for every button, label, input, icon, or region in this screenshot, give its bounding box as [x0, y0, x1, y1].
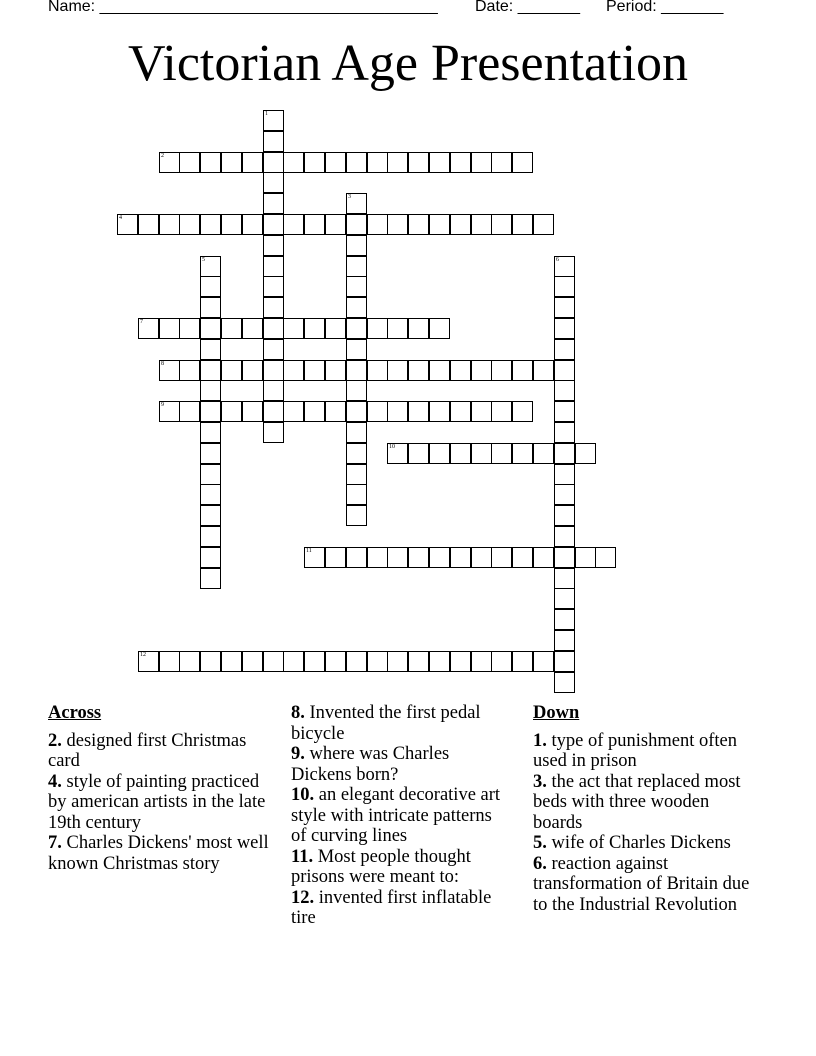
crossword-cell[interactable] [200, 568, 221, 589]
crossword-cell[interactable] [429, 443, 450, 464]
crossword-cell[interactable] [138, 214, 159, 235]
crossword-cell[interactable] [263, 318, 284, 339]
crossword-cell[interactable] [200, 547, 221, 568]
crossword-cell[interactable] [159, 214, 180, 235]
crossword-cell[interactable] [263, 172, 284, 193]
clue-number: 1 [265, 111, 268, 117]
crossword-cell[interactable] [263, 360, 284, 381]
crossword-cell[interactable] [221, 651, 242, 672]
crossword-cell[interactable] [533, 360, 554, 381]
crossword-cell[interactable] [346, 339, 367, 360]
crossword-cell[interactable] [387, 152, 408, 173]
crossword-cell[interactable] [554, 505, 575, 526]
clue-number: 10 [389, 444, 395, 450]
crossword-cell[interactable] [346, 380, 367, 401]
crossword-cell[interactable] [304, 214, 325, 235]
crossword-cell[interactable] [491, 152, 512, 173]
crossword-cell[interactable] [554, 339, 575, 360]
crossword-cell[interactable] [263, 651, 284, 672]
crossword-cell[interactable] [554, 609, 575, 630]
crossword-cell[interactable] [533, 214, 554, 235]
crossword-cell[interactable] [263, 214, 284, 235]
crossword-cell[interactable] [200, 651, 221, 672]
crossword-cell[interactable] [367, 152, 388, 173]
crossword-cell[interactable] [200, 484, 221, 505]
crossword-cell[interactable] [554, 568, 575, 589]
crossword-cell[interactable] [159, 152, 180, 173]
crossword-cell[interactable] [387, 214, 408, 235]
crossword-cell[interactable] [200, 360, 221, 381]
crossword-cell[interactable] [200, 318, 221, 339]
crossword-cell[interactable] [512, 443, 533, 464]
clue-number: 4 [119, 215, 122, 221]
crossword-cell[interactable] [221, 152, 242, 173]
across-clues-column-1 [48, 703, 278, 874]
crossword-cell[interactable] [263, 297, 284, 318]
clue-across-12: 12. invented first inflatable tire [291, 887, 492, 928]
across-heading: Across [48, 703, 102, 723]
clue-down-6: 6. reaction against transformation of Britain due to the Industrial Revolution [533, 853, 750, 915]
crossword-cell[interactable] [533, 443, 554, 464]
crossword-cell[interactable] [367, 360, 388, 381]
crossword-cell[interactable] [242, 152, 263, 173]
clue-down-5: 5. wife of Charles Dickens [533, 833, 731, 853]
crossword-cell[interactable] [283, 360, 304, 381]
crossword-cell[interactable] [283, 214, 304, 235]
crossword-cell[interactable] [554, 318, 575, 339]
crossword-cell[interactable] [346, 276, 367, 297]
crossword-cell[interactable] [179, 214, 200, 235]
crossword-cell[interactable] [408, 401, 429, 422]
crossword-cell[interactable] [554, 401, 575, 422]
crossword-cell[interactable] [200, 422, 221, 443]
crossword-cell[interactable] [221, 401, 242, 422]
crossword-cell[interactable] [533, 547, 554, 568]
crossword-cell[interactable] [179, 318, 200, 339]
crossword-cell[interactable] [471, 214, 492, 235]
crossword-cell[interactable] [554, 588, 575, 609]
crossword-cell[interactable] [491, 360, 512, 381]
crossword-cell[interactable] [346, 256, 367, 277]
crossword-cell[interactable] [575, 443, 596, 464]
page-title: Victorian Age Presentation [127, 35, 689, 92]
clue-down-1: 1. type of punishment often used in prison [533, 730, 737, 771]
crossword-cell[interactable] [512, 152, 533, 173]
crossword-cell[interactable] [263, 152, 284, 173]
crossword-cell[interactable] [429, 547, 450, 568]
crossword-cell[interactable] [200, 505, 221, 526]
crossword-cell[interactable] [554, 526, 575, 547]
crossword-cell[interactable] [200, 526, 221, 547]
crossword-cell[interactable] [263, 422, 284, 443]
crossword-cell[interactable] [554, 672, 575, 693]
crossword-cell[interactable] [179, 651, 200, 672]
crossword-cell[interactable] [554, 422, 575, 443]
crossword-cell[interactable] [325, 214, 346, 235]
crossword-cell[interactable] [429, 401, 450, 422]
clue-number: 3 [348, 194, 351, 200]
crossword-cell[interactable] [242, 214, 263, 235]
clue-across-7: 7. Charles Dickens' most well known Christmas story [48, 833, 269, 874]
crossword-cell[interactable] [408, 547, 429, 568]
clue-down-3: 3. the act that replaced most beds with three wooden boards [533, 771, 741, 833]
crossword-cell[interactable] [595, 547, 616, 568]
clue-across-9: 9. where was Charles Dickens born? [291, 744, 450, 785]
crossword-cell[interactable] [471, 401, 492, 422]
crossword-cell[interactable] [554, 443, 575, 464]
crossword-cell[interactable] [159, 360, 180, 381]
crossword-cell[interactable] [450, 401, 471, 422]
crossword-cell[interactable] [263, 131, 284, 152]
crossword-cell[interactable] [512, 360, 533, 381]
crossword-cell[interactable] [263, 276, 284, 297]
crossword-cell[interactable] [346, 214, 367, 235]
clue-across-11: 11. Most people thought prisons were meant to: [291, 846, 471, 887]
crossword-cell[interactable] [263, 235, 284, 256]
crossword-cell[interactable] [575, 547, 596, 568]
period-field[interactable]: Period: _______ [606, 0, 724, 15]
crossword-cell[interactable] [554, 630, 575, 651]
crossword-cell[interactable] [367, 651, 388, 672]
crossword-cell[interactable] [346, 464, 367, 485]
crossword-cell[interactable] [450, 360, 471, 381]
crossword-cell[interactable] [263, 401, 284, 422]
clue-across-4: 4. style of painting practiced by american artists in the late 19th century [48, 771, 266, 833]
crossword-cell[interactable] [304, 651, 325, 672]
crossword-cell[interactable] [179, 152, 200, 173]
crossword-cell[interactable] [408, 651, 429, 672]
crossword-cell[interactable] [554, 547, 575, 568]
crossword-cell[interactable] [429, 214, 450, 235]
crossword-cell[interactable] [325, 401, 346, 422]
crossword-cell[interactable] [512, 651, 533, 672]
crossword-cell[interactable] [304, 547, 325, 568]
clue-number: 5 [202, 257, 205, 263]
crossword-cell[interactable] [471, 547, 492, 568]
crossword-cell[interactable] [159, 651, 180, 672]
crossword-cell[interactable] [346, 297, 367, 318]
crossword-cell[interactable] [408, 152, 429, 173]
crossword-cell[interactable] [346, 152, 367, 173]
crossword-cell[interactable] [159, 318, 180, 339]
crossword-cell[interactable] [200, 256, 221, 277]
crossword-cell[interactable] [387, 360, 408, 381]
crossword-cell[interactable] [325, 318, 346, 339]
clue-number: 12 [140, 652, 146, 658]
crossword-cell[interactable] [200, 443, 221, 464]
crossword-cell[interactable] [242, 318, 263, 339]
crossword-cell[interactable] [387, 401, 408, 422]
crossword-cell[interactable] [325, 152, 346, 173]
crossword-cell[interactable] [554, 276, 575, 297]
crossword-cell[interactable] [200, 380, 221, 401]
crossword-cell[interactable] [429, 651, 450, 672]
crossword-cell[interactable] [242, 401, 263, 422]
crossword-cell[interactable] [283, 401, 304, 422]
crossword-cell[interactable] [450, 547, 471, 568]
crossword-cell[interactable] [471, 651, 492, 672]
crossword-cell[interactable] [346, 422, 367, 443]
crossword-cell[interactable] [512, 401, 533, 422]
crossword-cell[interactable] [263, 193, 284, 214]
crossword-cell[interactable] [408, 360, 429, 381]
clue-across-8: 8. Invented the first pedal bicycle [291, 703, 481, 744]
crossword-cell[interactable] [346, 360, 367, 381]
crossword-cell[interactable] [533, 651, 554, 672]
crossword-cell[interactable] [554, 297, 575, 318]
crossword-cell[interactable] [429, 152, 450, 173]
crossword-cell[interactable] [491, 401, 512, 422]
crossword-cell[interactable] [346, 235, 367, 256]
clue-number: 8 [161, 361, 164, 367]
crossword-cell[interactable] [346, 505, 367, 526]
crossword-cell[interactable] [283, 152, 304, 173]
crossword-cell[interactable] [325, 360, 346, 381]
crossword-cell[interactable] [554, 360, 575, 381]
crossword-cell[interactable] [554, 651, 575, 672]
crossword-cell[interactable] [346, 193, 367, 214]
crossword-cell[interactable] [512, 214, 533, 235]
crossword-cell[interactable] [554, 380, 575, 401]
crossword-cell[interactable] [325, 651, 346, 672]
crossword-cell[interactable] [367, 547, 388, 568]
clue-across-10: 10. an elegant decorative art style with intricate patterns of curving lines [291, 785, 501, 846]
crossword-cell[interactable] [387, 318, 408, 339]
crossword-cell[interactable] [138, 318, 159, 339]
crossword-cell[interactable] [429, 360, 450, 381]
crossword-cell[interactable] [491, 214, 512, 235]
crossword-cell[interactable] [429, 318, 450, 339]
crossword-cell[interactable] [179, 360, 200, 381]
crossword-cell[interactable] [554, 256, 575, 277]
crossword-cell[interactable] [387, 443, 408, 464]
date-field[interactable]: Date: _______ [475, 0, 580, 15]
across-clues-column-2 [291, 703, 511, 929]
crossword-cell[interactable] [221, 214, 242, 235]
crossword-cell[interactable] [491, 443, 512, 464]
crossword-cell[interactable] [263, 110, 284, 131]
down-clues-column [533, 703, 758, 915]
crossword-cell[interactable] [304, 401, 325, 422]
crossword-cell[interactable] [450, 443, 471, 464]
crossword-cell[interactable] [159, 401, 180, 422]
crossword-cell[interactable] [179, 401, 200, 422]
clue-number: 2 [161, 153, 164, 159]
crossword-cell[interactable] [346, 651, 367, 672]
crossword-cell[interactable] [242, 360, 263, 381]
clue-across-2: 2. designed first Christmas card [48, 730, 247, 771]
name-field[interactable]: Name: ______________________________________ [48, 0, 438, 15]
crossword-cell[interactable] [346, 484, 367, 505]
crossword-cell[interactable] [346, 318, 367, 339]
crossword-cell[interactable] [221, 318, 242, 339]
crossword-cell[interactable] [367, 401, 388, 422]
crossword-cell[interactable] [367, 318, 388, 339]
crossword-cell[interactable] [346, 547, 367, 568]
crossword-cell[interactable] [200, 152, 221, 173]
crossword-cell[interactable] [512, 547, 533, 568]
crossword-cell[interactable] [325, 547, 346, 568]
clue-number: 7 [140, 319, 143, 325]
crossword-cell[interactable] [263, 256, 284, 277]
crossword-cell[interactable] [200, 464, 221, 485]
crossword-cell[interactable] [263, 339, 284, 360]
crossword-cell[interactable] [408, 318, 429, 339]
crossword-cell[interactable] [450, 152, 471, 173]
crossword-cell[interactable] [554, 484, 575, 505]
crossword-cell[interactable] [471, 360, 492, 381]
crossword-cell[interactable] [138, 651, 159, 672]
crossword-cell[interactable] [304, 360, 325, 381]
crossword-cell[interactable] [221, 360, 242, 381]
down-heading: Down [533, 703, 580, 723]
crossword-cell[interactable] [283, 318, 304, 339]
clue-number: 11 [306, 548, 312, 554]
crossword-cell[interactable] [200, 401, 221, 422]
crossword-cell[interactable] [450, 651, 471, 672]
crossword-cell[interactable] [346, 401, 367, 422]
crossword-cell[interactable] [200, 276, 221, 297]
crossword-cell[interactable] [408, 443, 429, 464]
crossword-cell[interactable] [491, 651, 512, 672]
crossword-cell[interactable] [471, 152, 492, 173]
crossword-cell[interactable] [263, 380, 284, 401]
crossword-cell[interactable] [200, 339, 221, 360]
crossword-cell[interactable] [242, 651, 263, 672]
crossword-cell[interactable] [450, 214, 471, 235]
crossword-cell[interactable] [346, 443, 367, 464]
crossword-cell[interactable] [408, 214, 429, 235]
crossword-cell[interactable] [387, 651, 408, 672]
crossword-cell[interactable] [491, 547, 512, 568]
crossword-cell[interactable] [283, 651, 304, 672]
crossword-cell[interactable] [554, 464, 575, 485]
clue-number: 9 [161, 402, 164, 408]
crossword-cell[interactable] [304, 318, 325, 339]
crossword-cell[interactable] [387, 547, 408, 568]
crossword-cell[interactable] [200, 214, 221, 235]
crossword-cell[interactable] [200, 297, 221, 318]
crossword-cell[interactable] [304, 152, 325, 173]
crossword-cell[interactable] [471, 443, 492, 464]
crossword-cell[interactable] [117, 214, 138, 235]
clue-number: 6 [556, 257, 559, 263]
crossword-cell[interactable] [367, 214, 388, 235]
